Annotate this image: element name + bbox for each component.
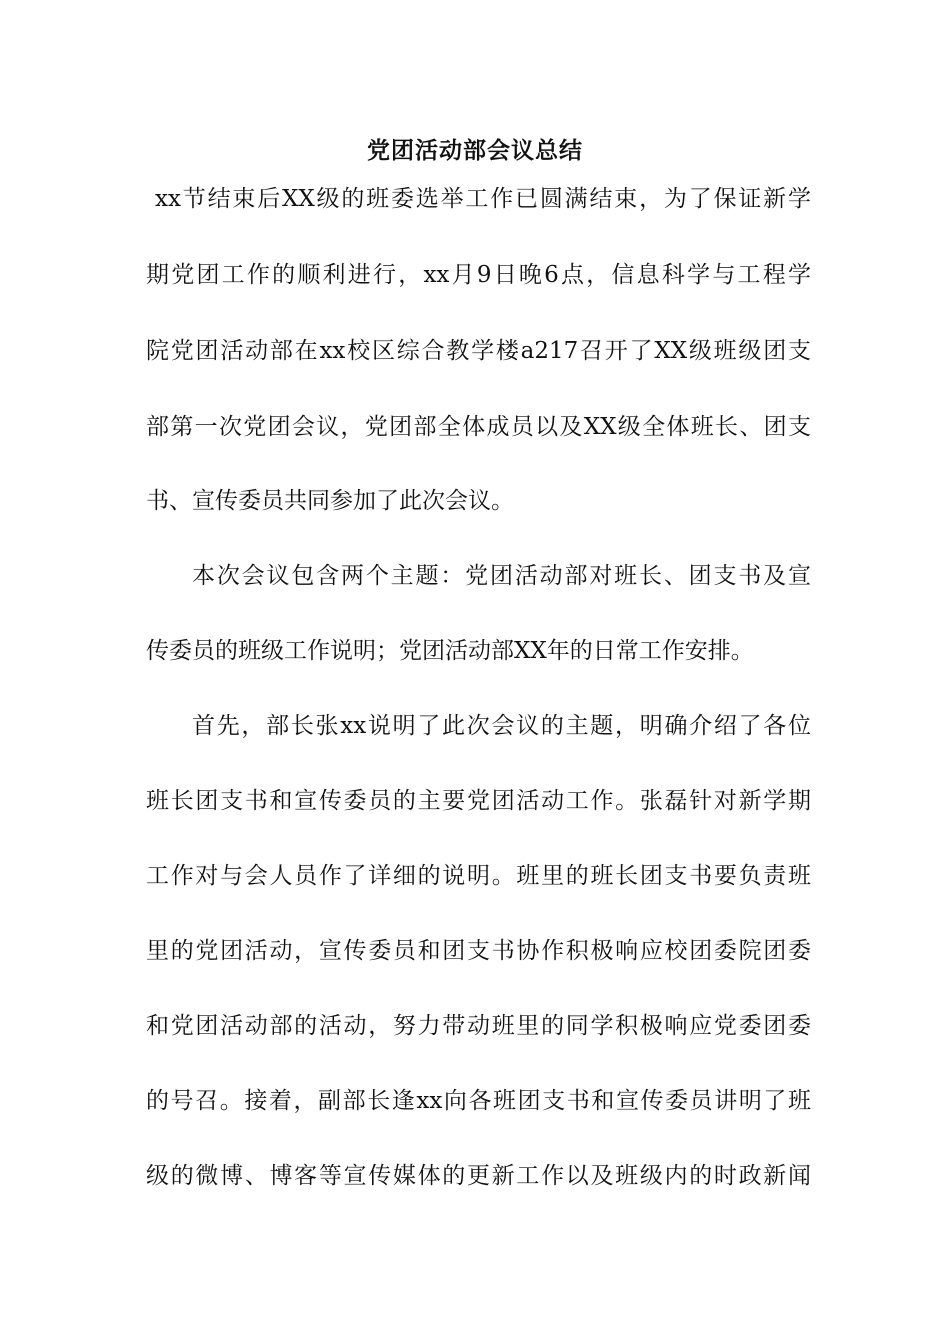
paragraph-line: 期党团工作的顺利进行，xx月9日晚6点，信息科学与工程学 xyxy=(146,262,811,288)
paragraph-line: 首先，部长张xx说明了此次会议的主题，明确介绍了各位 xyxy=(192,713,811,739)
paragraph-line: 院党团活动部在xx校区综合教学楼a217召开了XX级班级团支 xyxy=(146,338,811,364)
paragraph-line: xx节结束后XX级的班委选举工作已圆满结束，为了保证新学 xyxy=(155,186,811,212)
paragraph-line: 和党团活动部的活动，努力带动班里的同学积极响应党委团委 xyxy=(146,1013,811,1039)
paragraph-line: 级的微博、博客等宣传媒体的更新工作以及班级内的时政新闻 xyxy=(146,1163,811,1189)
paragraph-line: 传委员的班级工作说明；党团活动部XX年的日常工作安排。 xyxy=(146,638,754,664)
paragraph-line: 里的党团活动，宣传委员和团支书协作积极响应校团委院团委 xyxy=(146,938,811,964)
document-title: 党团活动部会议总结 xyxy=(367,137,583,164)
paragraph-line: 部第一次党团会议，党团部全体成员以及XX级全体班长、团支 xyxy=(146,414,811,440)
paragraph-line: 的号召。接着，副部长逢xx向各班团支书和宣传委员讲明了班 xyxy=(146,1088,811,1114)
paragraph-line: 班长团支书和宣传委员的主要党团活动工作。张磊针对新学期 xyxy=(146,788,811,814)
paragraph-line: 书、宣传委员共同参加了此次会议。 xyxy=(146,488,514,514)
paragraph-line: 本次会议包含两个主题：党团活动部对班长、团支书及宣 xyxy=(192,563,811,589)
paragraph-line: 工作对与会人员作了详细的说明。班里的班长团支书要负责班 xyxy=(146,863,811,889)
